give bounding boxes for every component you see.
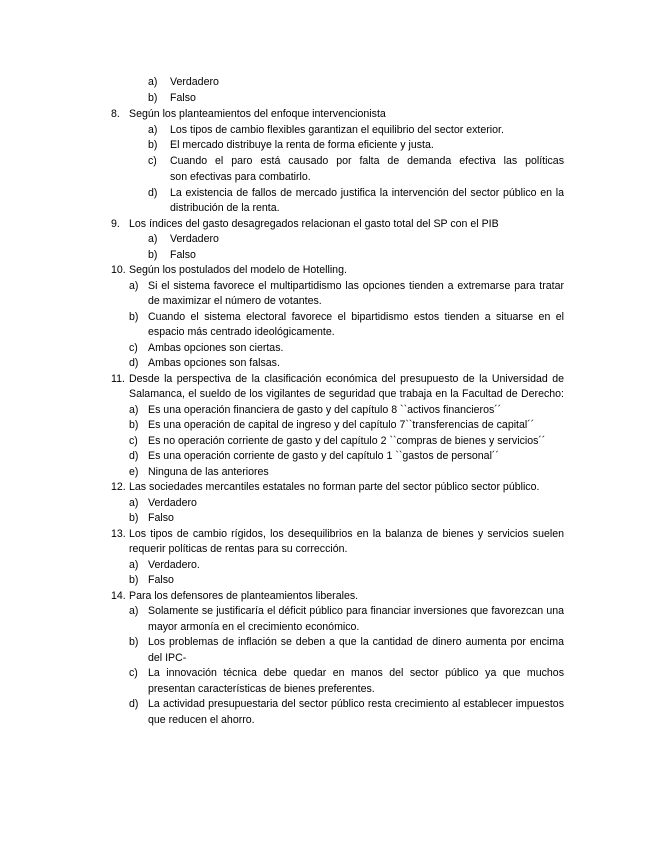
q8-option-d-text-line2: distribución de la renta. [170, 202, 280, 214]
q13-question-line2: requerir políticas de rentas para su corrección. [129, 543, 348, 555]
q14-option-a-letter: a) [129, 605, 139, 617]
q11-question-line2: Salamanca, el sueldo de los vigilantes de seguridad que trabaja en la Facultad de Derecho: [129, 388, 564, 400]
q11-option-e-text: Ninguna de las anteriores [148, 466, 269, 478]
q7-option-b-text: Falso [170, 92, 196, 104]
q9-option-b-letter: b) [148, 249, 158, 261]
q14-option-d-text-line2: que reducen el ahorro. [148, 714, 255, 726]
q8-option-c-text-line2: son efectivas para combatirlo. [170, 171, 311, 183]
q11-option-a-text: Es una operación financiera de gasto y del capítulo 8 ``activos financieros´´ [148, 404, 502, 416]
q10-option-b-text-line1: Cuando el sistema electoral favorece el bipartidismo estos tienden a situarse en el [148, 311, 564, 323]
q10-option-c-letter: c) [129, 342, 138, 354]
q7-option-a-letter: a) [148, 76, 158, 88]
q10-option-d-letter: d) [129, 357, 139, 369]
q11-number: 11. [111, 373, 125, 385]
q11-option-d-letter: d) [129, 450, 139, 462]
q10-option-d-text: Ambas opciones son falsas. [148, 357, 280, 369]
q11-option-a-letter: a) [129, 404, 139, 416]
q10-number: 10. [111, 264, 126, 276]
q14-number: 14. [111, 590, 126, 602]
q8-option-c-text-line1: Cuando el paro está causado por falta de demanda efectiva las políticas [170, 155, 564, 167]
q11-option-e-letter: e) [129, 466, 139, 478]
q8-option-a-text: Los tipos de cambio flexibles garantizan el equilibrio del sector exterior. [170, 124, 504, 136]
q8-option-d-text-line1: La existencia de fallos de mercado justifica la intervención del sector público en la [170, 187, 564, 199]
q14-option-a-text-line1: Solamente se justificaría el déficit público para financiar inversiones que favorezcan una [148, 605, 564, 617]
q8-number: 8. [111, 108, 120, 120]
q13-option-b-letter: b) [129, 574, 139, 586]
q9-option-a-letter: a) [148, 233, 158, 245]
q14-option-b-letter: b) [129, 636, 139, 648]
q13-question-line1: Los tipos de cambio rígidos, los desequilibrios en la balanza de bienes y servicios suelen [129, 528, 564, 540]
q9-number: 9. [111, 218, 120, 230]
q7-option-a-text: Verdadero [170, 76, 219, 88]
q14-option-b-text-line1: Los problemas de inflación se deben a que la cantidad de dinero aumenta por encima [148, 636, 564, 648]
q7-option-b-letter: b) [148, 92, 158, 104]
q12-option-b-letter: b) [129, 512, 139, 524]
q12-option-a-letter: a) [129, 497, 139, 509]
q14-option-c-letter: c) [129, 667, 138, 679]
q14-option-d-letter: d) [129, 698, 139, 710]
q11-option-c-letter: c) [129, 435, 138, 447]
q10-option-b-letter: b) [129, 311, 139, 323]
q9-option-b-text: Falso [170, 249, 196, 261]
q13-option-a-text: Verdadero. [148, 559, 200, 571]
q8-option-d-letter: d) [148, 187, 158, 199]
q10-option-c-text: Ambas opciones son ciertas. [148, 342, 284, 354]
q8-question: Según los planteamientos del enfoque intervencionista [129, 108, 386, 120]
q13-option-b-text: Falso [148, 574, 174, 586]
q8-option-b-text: El mercado distribuye la renta de forma eficiente y justa. [170, 139, 434, 151]
q14-option-c-text-line2: presentan características de bienes preferentes. [148, 683, 375, 695]
q11-option-b-text: Es una operación de capital de ingreso y del capítulo 7``transferencias de capital´´ [148, 419, 535, 431]
q12-number: 12. [111, 481, 126, 493]
q11-option-b-letter: b) [129, 419, 139, 431]
q8-option-b-letter: b) [148, 139, 158, 151]
q14-option-a-text-line2: mayor armonía en el crecimiento económico. [148, 621, 360, 633]
q14-option-b-text-line2: del IPC- [148, 652, 187, 664]
q9-option-a-text: Verdadero [170, 233, 219, 245]
q14-option-c-text-line1: La innovación técnica debe quedar en manos del sector público ya que muchos [148, 667, 564, 679]
q8-option-a-letter: a) [148, 124, 158, 136]
q12-option-a-text: Verdadero [148, 497, 197, 509]
q11-option-c-text: Es no operación corriente de gasto y del capítulo 2 ``compras de bienes y servicios´´ [148, 435, 546, 447]
q10-option-a-text-line1: Si el sistema favorece el multipartidismo las opciones tienden a extremarse para tratar [148, 280, 564, 292]
q9-question: Los índices del gasto desagregados relacionan el gasto total del SP con el PIB [129, 218, 499, 230]
q12-option-b-text: Falso [148, 512, 174, 524]
q14-option-d-text-line1: La actividad presupuestaria del sector público resta crecimiento al establecer impuestos [148, 698, 564, 710]
q12-question: Las sociedades mercantiles estatales no forman parte del sector público sector público. [129, 481, 540, 493]
q13-option-a-letter: a) [129, 559, 139, 571]
q8-option-c-letter: c) [148, 155, 157, 167]
q10-option-a-text-line2: de maximizar el número de votantes. [148, 295, 322, 307]
q11-option-d-text: Es una operación corriente de gasto y del capítulo 1 ``gastos de personal´´ [148, 450, 499, 462]
q11-question-line1: Desde la perspectiva de la clasificación económica del presupuesto de la Universidad de [129, 373, 564, 385]
q10-option-b-text-line2: espacio más centrado ideológicamente. [148, 326, 335, 338]
q10-option-a-letter: a) [129, 280, 139, 292]
q14-question: Para los defensores de planteamientos liberales. [129, 590, 359, 602]
q13-number: 13. [111, 528, 126, 540]
q10-question: Según los postulados del modelo de Hotelling. [129, 264, 347, 276]
